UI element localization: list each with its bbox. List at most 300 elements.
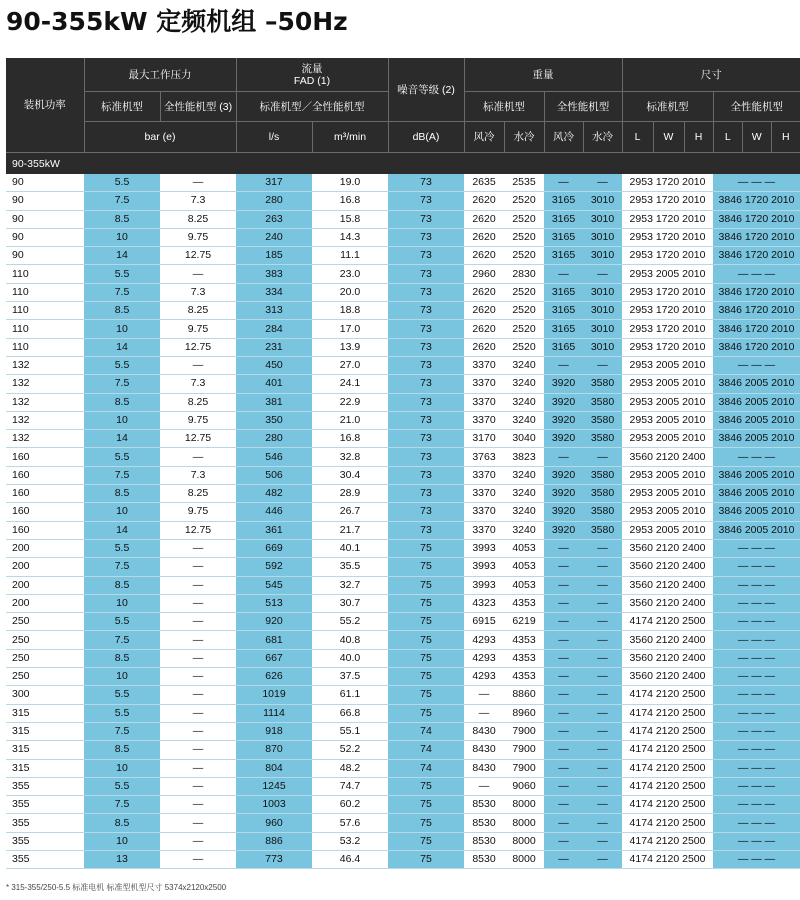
table-row — [6, 832, 800, 850]
table-header — [6, 58, 800, 153]
cell-flow-m3: 55.1 — [312, 722, 388, 740]
table-row — [6, 192, 800, 210]
cell-pressure-full: — — [160, 539, 236, 557]
table-row — [6, 777, 800, 795]
cell-pressure-full: 7.3 — [160, 192, 236, 210]
cell-flow-m3: 27.0 — [312, 356, 388, 374]
cell-dims-standard: 2953 2005 2010 — [622, 375, 713, 393]
cell-weight-full-water: 3010 — [583, 192, 622, 210]
cell-weight-std-water: 4353 — [504, 631, 544, 649]
header-water-standard: 水冷 — [504, 122, 544, 153]
cell-pressure-full: 12.75 — [160, 338, 236, 356]
cell-dims-standard: 2953 2005 2010 — [622, 356, 713, 374]
cell-weight-std-air: 3993 — [464, 576, 504, 594]
cell-weight-std-air: 2620 — [464, 247, 504, 265]
cell-weight-std-air: 3370 — [464, 356, 504, 374]
cell-flow-m3: 13.9 — [312, 338, 388, 356]
cell-weight-std-water: 3240 — [504, 466, 544, 484]
cell-power: 132 — [6, 393, 84, 411]
cell-weight-std-water: 3240 — [504, 393, 544, 411]
cell-dims-full: 3846 1720 2010 — [713, 302, 800, 320]
cell-dims-full: — — — — [713, 704, 800, 722]
cell-dims-standard: 4174 2120 2500 — [622, 741, 713, 759]
cell-noise: 75 — [388, 631, 464, 649]
table-row — [6, 539, 800, 557]
cell-power: 110 — [6, 283, 84, 301]
cell-power: 90 — [6, 247, 84, 265]
cell-pressure-full: — — [160, 613, 236, 631]
cell-pressure-standard: 7.5 — [84, 375, 160, 393]
cell-pressure-standard: 8.5 — [84, 814, 160, 832]
cell-dims-standard: 2953 1720 2010 — [622, 338, 713, 356]
cell-weight-full-air: 3920 — [544, 466, 583, 484]
cell-flow-ls: 450 — [236, 356, 312, 374]
cell-noise: 75 — [388, 832, 464, 850]
cell-pressure-standard: 8.5 — [84, 302, 160, 320]
cell-flow-m3: 37.5 — [312, 668, 388, 686]
cell-flow-m3: 66.8 — [312, 704, 388, 722]
cell-power: 90 — [6, 174, 84, 192]
cell-flow-ls: 284 — [236, 320, 312, 338]
cell-dims-standard: 2953 2005 2010 — [622, 430, 713, 448]
cell-weight-full-water: — — [583, 668, 622, 686]
cell-dims-standard: 2953 2005 2010 — [622, 265, 713, 283]
cell-weight-full-air: — — [544, 850, 583, 868]
cell-power: 200 — [6, 576, 84, 594]
table-row — [6, 320, 800, 338]
table-row — [6, 594, 800, 612]
cell-dims-full: 3846 2005 2010 — [713, 485, 800, 503]
cell-flow-m3: 32.8 — [312, 448, 388, 466]
cell-power: 90 — [6, 228, 84, 246]
cell-flow-m3: 30.7 — [312, 594, 388, 612]
cell-weight-std-air: 3993 — [464, 539, 504, 557]
cell-noise: 75 — [388, 668, 464, 686]
cell-weight-full-air: 3165 — [544, 302, 583, 320]
header-w: W — [742, 122, 772, 152]
cell-weight-full-air: — — [544, 704, 583, 722]
header-power: 装机功率 — [6, 58, 84, 153]
cell-pressure-full: — — [160, 814, 236, 832]
cell-dims-full: — — — — [713, 759, 800, 777]
cell-flow-m3: 21.7 — [312, 521, 388, 539]
cell-flow-m3: 26.7 — [312, 503, 388, 521]
cell-pressure-full: 8.25 — [160, 210, 236, 228]
cell-flow-ls: 960 — [236, 814, 312, 832]
cell-pressure-full: — — [160, 649, 236, 667]
table-row — [6, 759, 800, 777]
cell-flow-ls: 545 — [236, 576, 312, 594]
table-row — [6, 722, 800, 740]
table-row — [6, 686, 800, 704]
cell-noise: 75 — [388, 558, 464, 576]
cell-power: 110 — [6, 320, 84, 338]
cell-weight-std-air: 4293 — [464, 649, 504, 667]
cell-noise: 73 — [388, 503, 464, 521]
cell-noise: 73 — [388, 174, 464, 192]
cell-pressure-standard: 5.5 — [84, 265, 160, 283]
cell-weight-std-water: 7900 — [504, 741, 544, 759]
cell-dims-standard: 2953 2005 2010 — [622, 466, 713, 484]
cell-flow-ls: 667 — [236, 649, 312, 667]
cell-weight-std-air: 3993 — [464, 558, 504, 576]
cell-weight-std-water: 3240 — [504, 503, 544, 521]
cell-pressure-standard: 10 — [84, 320, 160, 338]
table-row — [6, 265, 800, 283]
cell-noise: 75 — [388, 594, 464, 612]
cell-weight-std-water: 4053 — [504, 576, 544, 594]
cell-weight-std-water: 8000 — [504, 796, 544, 814]
cell-flow-ls: 280 — [236, 430, 312, 448]
table-row — [6, 631, 800, 649]
cell-weight-full-water: — — [583, 576, 622, 594]
cell-weight-full-water: 3580 — [583, 485, 622, 503]
cell-pressure-full: 7.3 — [160, 466, 236, 484]
cell-pressure-standard: 8.5 — [84, 210, 160, 228]
cell-weight-full-water: — — [583, 814, 622, 832]
header-air-full: 风冷 — [544, 122, 583, 153]
table-row — [6, 283, 800, 301]
cell-weight-full-water: — — [583, 649, 622, 667]
cell-dims-full: — — — — [713, 174, 800, 192]
cell-noise: 75 — [388, 686, 464, 704]
cell-dims-full: 3846 2005 2010 — [713, 503, 800, 521]
cell-dims-full: — — — — [713, 722, 800, 740]
cell-weight-full-air: — — [544, 576, 583, 594]
cell-noise: 74 — [388, 722, 464, 740]
cell-flow-m3: 23.0 — [312, 265, 388, 283]
cell-pressure-full: — — [160, 686, 236, 704]
cell-weight-full-water: 3010 — [583, 228, 622, 246]
cell-weight-full-water: — — [583, 448, 622, 466]
cell-weight-full-water: 3580 — [583, 521, 622, 539]
cell-flow-m3: 74.7 — [312, 777, 388, 795]
cell-flow-m3: 40.1 — [312, 539, 388, 557]
table-row — [6, 247, 800, 265]
cell-noise: 73 — [388, 192, 464, 210]
cell-dims-full: 3846 1720 2010 — [713, 228, 800, 246]
cell-weight-std-air: 8430 — [464, 722, 504, 740]
cell-pressure-full: — — [160, 558, 236, 576]
cell-weight-full-air: 3165 — [544, 210, 583, 228]
cell-pressure-full: — — [160, 594, 236, 612]
cell-noise: 75 — [388, 649, 464, 667]
cell-dims-full: — — — — [713, 777, 800, 795]
cell-pressure-full: 7.3 — [160, 283, 236, 301]
cell-pressure-full: 9.75 — [160, 503, 236, 521]
cell-flow-m3: 11.1 — [312, 247, 388, 265]
cell-flow-m3: 55.2 — [312, 613, 388, 631]
section-row — [6, 153, 800, 175]
table-row — [6, 375, 800, 393]
cell-weight-std-water: 8000 — [504, 814, 544, 832]
cell-flow-ls: 1245 — [236, 777, 312, 795]
cell-weight-std-water: 2520 — [504, 338, 544, 356]
cell-weight-full-air: — — [544, 613, 583, 631]
cell-power: 315 — [6, 741, 84, 759]
cell-weight-std-water: 8000 — [504, 832, 544, 850]
cell-dims-full: — — — — [713, 594, 800, 612]
table-row — [6, 485, 800, 503]
cell-pressure-full: — — [160, 759, 236, 777]
cell-weight-full-water: 3580 — [583, 411, 622, 429]
cell-flow-ls: 446 — [236, 503, 312, 521]
table-row — [6, 558, 800, 576]
cell-power: 160 — [6, 521, 84, 539]
table-row — [6, 613, 800, 631]
cell-dims-standard: 2953 1720 2010 — [622, 174, 713, 192]
cell-weight-std-water: 2830 — [504, 265, 544, 283]
table-row — [6, 649, 800, 667]
cell-weight-full-air: 3165 — [544, 192, 583, 210]
cell-weight-full-water: — — [583, 594, 622, 612]
cell-weight-std-water: 3823 — [504, 448, 544, 466]
cell-pressure-full: 8.25 — [160, 393, 236, 411]
cell-power: 132 — [6, 430, 84, 448]
cell-flow-ls: 263 — [236, 210, 312, 228]
cell-pressure-standard: 10 — [84, 668, 160, 686]
cell-noise: 73 — [388, 247, 464, 265]
cell-weight-std-air: 2620 — [464, 228, 504, 246]
cell-weight-std-air: 4323 — [464, 594, 504, 612]
cell-weight-full-air: — — [544, 356, 583, 374]
cell-dims-full: 3846 1720 2010 — [713, 210, 800, 228]
header-unit-ls: l/s — [236, 122, 312, 153]
cell-weight-full-air: 3165 — [544, 283, 583, 301]
cell-pressure-full: — — [160, 850, 236, 868]
cell-dims-standard: 4174 2120 2500 — [622, 777, 713, 795]
cell-dims-standard: 2953 2005 2010 — [622, 411, 713, 429]
cell-power: 315 — [6, 722, 84, 740]
cell-dims-full: — — — — [713, 631, 800, 649]
cell-weight-full-air: — — [544, 594, 583, 612]
cell-dims-standard: 4174 2120 2500 — [622, 814, 713, 832]
cell-power: 160 — [6, 448, 84, 466]
cell-pressure-standard: 14 — [84, 521, 160, 539]
cell-weight-std-air: 3370 — [464, 375, 504, 393]
cell-flow-ls: 317 — [236, 174, 312, 192]
cell-pressure-standard: 7.5 — [84, 722, 160, 740]
table-row — [6, 466, 800, 484]
cell-weight-full-water: 3010 — [583, 302, 622, 320]
cell-pressure-standard: 8.5 — [84, 393, 160, 411]
cell-pressure-full: 9.75 — [160, 228, 236, 246]
cell-dims-full: — — — — [713, 356, 800, 374]
cell-flow-m3: 60.2 — [312, 796, 388, 814]
table-row — [6, 393, 800, 411]
cell-weight-full-water: 3580 — [583, 430, 622, 448]
cell-weight-full-water: — — [583, 174, 622, 192]
cell-dims-full: 3846 2005 2010 — [713, 375, 800, 393]
cell-noise: 73 — [388, 466, 464, 484]
cell-weight-std-water: 4353 — [504, 594, 544, 612]
cell-dims-standard: 4174 2120 2500 — [622, 722, 713, 740]
cell-pressure-standard: 10 — [84, 594, 160, 612]
cell-power: 250 — [6, 668, 84, 686]
cell-weight-full-water: 3580 — [583, 503, 622, 521]
cell-pressure-full: — — [160, 777, 236, 795]
table-row — [6, 228, 800, 246]
cell-pressure-standard: 13 — [84, 850, 160, 868]
cell-noise: 75 — [388, 704, 464, 722]
cell-flow-ls: 1003 — [236, 796, 312, 814]
cell-flow-ls: 240 — [236, 228, 312, 246]
cell-flow-m3: 46.4 — [312, 850, 388, 868]
header-water-full: 水冷 — [583, 122, 622, 153]
cell-noise: 73 — [388, 411, 464, 429]
cell-pressure-standard: 7.5 — [84, 192, 160, 210]
cell-dims-full: — — — — [713, 814, 800, 832]
cell-pressure-full: — — [160, 265, 236, 283]
cell-weight-std-air: 2620 — [464, 320, 504, 338]
cell-flow-ls: 1114 — [236, 704, 312, 722]
cell-flow-ls: 1019 — [236, 686, 312, 704]
cell-weight-full-air: 3920 — [544, 375, 583, 393]
cell-weight-full-water: — — [583, 796, 622, 814]
cell-weight-std-water: 2520 — [504, 320, 544, 338]
cell-weight-std-water: 2520 — [504, 283, 544, 301]
cell-pressure-full: — — [160, 704, 236, 722]
cell-dims-standard: 2953 1720 2010 — [622, 228, 713, 246]
cell-flow-ls: 886 — [236, 832, 312, 850]
cell-weight-std-air: 4293 — [464, 668, 504, 686]
cell-weight-std-air: — — [464, 704, 504, 722]
cell-dims-standard: 4174 2120 2500 — [622, 613, 713, 631]
header-l: L — [724, 131, 731, 143]
cell-pressure-full: — — [160, 796, 236, 814]
cell-pressure-standard: 10 — [84, 832, 160, 850]
cell-weight-std-water: 3240 — [504, 375, 544, 393]
cell-flow-ls: 546 — [236, 448, 312, 466]
cell-flow-m3: 40.8 — [312, 631, 388, 649]
header-lwh-full — [713, 122, 800, 153]
cell-noise: 73 — [388, 228, 464, 246]
cell-weight-std-air: 3763 — [464, 448, 504, 466]
cell-dims-full: 3846 1720 2010 — [713, 320, 800, 338]
cell-weight-full-air: — — [544, 832, 583, 850]
cell-weight-full-water: — — [583, 631, 622, 649]
table-row — [6, 576, 800, 594]
header-flow-line1: 流量 — [301, 62, 323, 75]
cell-weight-full-air: — — [544, 722, 583, 740]
cell-pressure-standard: 14 — [84, 430, 160, 448]
cell-pressure-full: — — [160, 741, 236, 759]
cell-power: 160 — [6, 503, 84, 521]
cell-weight-full-air: 3165 — [544, 247, 583, 265]
cell-weight-full-air: 3920 — [544, 411, 583, 429]
cell-weight-full-air: 3920 — [544, 503, 583, 521]
header-flow — [236, 58, 388, 92]
cell-weight-full-air: — — [544, 174, 583, 192]
cell-weight-std-air: — — [464, 686, 504, 704]
cell-weight-std-air: 3370 — [464, 485, 504, 503]
cell-power: 250 — [6, 649, 84, 667]
header-pressure-standard: 标准机型 — [84, 92, 160, 122]
cell-pressure-standard: 7.5 — [84, 558, 160, 576]
cell-flow-ls: 804 — [236, 759, 312, 777]
cell-dims-full: — — — — [713, 796, 800, 814]
cell-pressure-full: 12.75 — [160, 247, 236, 265]
cell-weight-std-air: 2620 — [464, 192, 504, 210]
header-dims-standard: 标准机型 — [622, 92, 713, 122]
cell-weight-std-water: 2520 — [504, 247, 544, 265]
cell-weight-std-air: 6915 — [464, 613, 504, 631]
cell-pressure-standard: 10 — [84, 503, 160, 521]
cell-flow-ls: 870 — [236, 741, 312, 759]
cell-flow-ls: 506 — [236, 466, 312, 484]
cell-weight-std-water: 3040 — [504, 430, 544, 448]
cell-dims-standard: 2953 1720 2010 — [622, 320, 713, 338]
cell-weight-std-water: 2520 — [504, 210, 544, 228]
cell-power: 132 — [6, 411, 84, 429]
cell-flow-m3: 61.1 — [312, 686, 388, 704]
cell-noise: 74 — [388, 759, 464, 777]
cell-flow-ls: 231 — [236, 338, 312, 356]
cell-weight-full-water: 3010 — [583, 210, 622, 228]
cell-power: 200 — [6, 558, 84, 576]
cell-power: 315 — [6, 759, 84, 777]
cell-noise: 74 — [388, 741, 464, 759]
cell-flow-ls: 513 — [236, 594, 312, 612]
cell-weight-std-air: 8530 — [464, 850, 504, 868]
cell-pressure-full: — — [160, 576, 236, 594]
cell-pressure-standard: 7.5 — [84, 466, 160, 484]
footnote: * 315-355/250-5.5 标准电机 标准型机型尺寸 5374x2120x2500 — [6, 883, 227, 892]
cell-dims-full: — — — — [713, 576, 800, 594]
cell-noise: 73 — [388, 356, 464, 374]
cell-flow-m3: 35.5 — [312, 558, 388, 576]
cell-dims-standard: 2953 1720 2010 — [622, 192, 713, 210]
cell-weight-full-air: — — [544, 668, 583, 686]
cell-flow-ls: 280 — [236, 192, 312, 210]
cell-pressure-full: 9.75 — [160, 320, 236, 338]
cell-dims-standard: 3560 2120 2400 — [622, 594, 713, 612]
cell-noise: 73 — [388, 393, 464, 411]
table-row — [6, 338, 800, 356]
cell-weight-std-water: 6219 — [504, 613, 544, 631]
cell-pressure-standard: 5.5 — [84, 356, 160, 374]
cell-weight-full-air: — — [544, 686, 583, 704]
cell-pressure-full: 12.75 — [160, 521, 236, 539]
cell-pressure-full: — — [160, 356, 236, 374]
cell-weight-full-air: 3165 — [544, 228, 583, 246]
cell-noise: 75 — [388, 576, 464, 594]
cell-weight-full-water: — — [583, 539, 622, 557]
table-row — [6, 356, 800, 374]
cell-flow-m3: 22.9 — [312, 393, 388, 411]
cell-weight-std-water: 3240 — [504, 411, 544, 429]
cell-weight-full-air: — — [544, 777, 583, 795]
cell-weight-std-water: 2520 — [504, 228, 544, 246]
cell-pressure-standard: 5.5 — [84, 539, 160, 557]
cell-noise: 75 — [388, 850, 464, 868]
cell-dims-full: — — — — [713, 686, 800, 704]
cell-dims-standard: 2953 1720 2010 — [622, 247, 713, 265]
cell-flow-m3: 19.0 — [312, 174, 388, 192]
cell-weight-full-water: — — [583, 613, 622, 631]
cell-dims-standard: 3560 2120 2400 — [622, 649, 713, 667]
cell-pressure-full: 9.75 — [160, 411, 236, 429]
cell-pressure-standard: 8.5 — [84, 649, 160, 667]
cell-dims-full: — — — — [713, 558, 800, 576]
cell-dims-full: — — — — [713, 448, 800, 466]
cell-pressure-full: — — [160, 722, 236, 740]
cell-flow-m3: 53.2 — [312, 832, 388, 850]
cell-noise: 75 — [388, 796, 464, 814]
cell-weight-std-water: 8000 — [504, 850, 544, 868]
cell-weight-std-air: 3370 — [464, 466, 504, 484]
cell-dims-full: — — — — [713, 850, 800, 868]
